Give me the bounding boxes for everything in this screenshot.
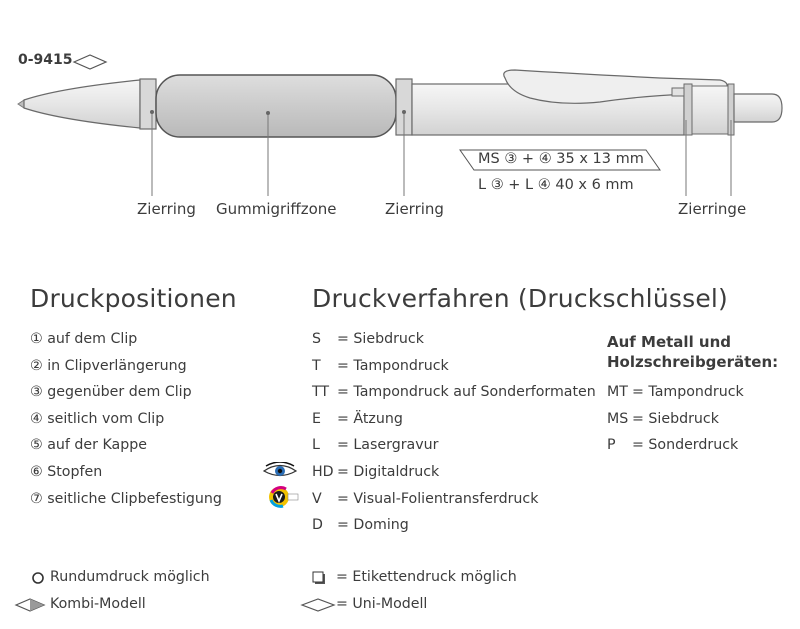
list-item [312, 486, 596, 513]
label: = Ätzung [337, 410, 403, 427]
pen-ring-left [140, 79, 156, 129]
metall-title-line2: Holzschreibgeräten: [607, 353, 779, 371]
label: = Siebdruck [632, 410, 719, 427]
label-zierring-right: Zierring [385, 200, 444, 218]
pen-ring-back-1 [684, 84, 692, 135]
list-item [312, 512, 596, 539]
code: T [312, 357, 321, 374]
label: = Visual-Folientransferdruck [337, 490, 539, 507]
druckpositionen-title: Druckpositionen [30, 284, 237, 313]
label: = Tampondruck auf Sonderformaten [337, 384, 596, 401]
list-item: ① auf dem Clip [30, 331, 138, 347]
diamond-outline-icon [300, 597, 336, 613]
pen-grip-zone [156, 75, 396, 137]
list-item: ⑤ auf der Kappe [30, 437, 147, 454]
list-item [312, 459, 596, 486]
print-area-ms: MS ③ + ④ 35 x 13 mm [478, 151, 644, 167]
shadowed-square-icon [312, 571, 326, 585]
legend-rundum: Rundumdruck möglich [50, 569, 210, 585]
code: L [312, 437, 320, 454]
v-logo-icon [268, 484, 300, 510]
label: = Lasergravur [337, 437, 439, 454]
legend-uni: = Uni-Modell [336, 596, 428, 612]
druckverfahren-title: Druckverfahren (Druckschlüssel) [312, 284, 729, 313]
label: = Digitaldruck [337, 463, 440, 480]
label: = Doming [337, 517, 409, 534]
article-number: 0-9415 [18, 52, 73, 68]
label: = Tampondruck [337, 357, 449, 374]
list-item: ③ gegenüber dem Clip [30, 384, 192, 401]
pen-tip [18, 100, 24, 108]
code: MT [607, 384, 628, 400]
list-item [607, 432, 744, 459]
metall-title-line1: Auf Metall und [607, 333, 732, 351]
diamond-half-filled-icon [14, 597, 46, 613]
uni-model-icon [74, 55, 106, 69]
label: = Tampondruck [632, 384, 744, 400]
pen-push-button [734, 94, 782, 122]
legend-kombi: Kombi-Modell [50, 596, 146, 612]
list-item: ⑥ Stopfen [30, 463, 103, 480]
eye-logo-icon [262, 462, 298, 480]
druckpositionen-list [30, 326, 222, 512]
list-item [312, 406, 596, 433]
code: D [312, 517, 323, 534]
label: = Sonderdruck [632, 437, 739, 454]
list-item [312, 432, 596, 459]
list-item: ② in Clipverlängerung [30, 357, 187, 374]
list-item [607, 406, 744, 433]
code: TT [312, 384, 330, 401]
list-item [312, 326, 596, 353]
list-item: ⑦ seitliche Clipbefestigung [30, 490, 222, 507]
list-item [312, 353, 596, 380]
list-item [312, 379, 596, 406]
pen-front-cone [24, 80, 140, 128]
metall-list [607, 379, 744, 459]
code: MS [607, 410, 629, 427]
code: S [312, 331, 322, 347]
code: V [312, 490, 322, 507]
label: = Siebdruck [337, 331, 424, 347]
legend-etikett: = Etikettendruck möglich [336, 569, 517, 585]
label-zierring-left: Zierring [137, 200, 196, 218]
code: P [607, 437, 616, 454]
list-item: ④ seitlich vom Clip [30, 410, 165, 427]
pen-ring-back-2 [692, 86, 728, 134]
print-area-l: L ③ + L ④ 40 x 6 mm [478, 177, 634, 193]
code: E [312, 410, 321, 427]
label-gummigriffzone: Gummigriffzone [216, 200, 337, 218]
open-circle-icon [31, 571, 45, 585]
list-item [607, 379, 744, 406]
label-zierringe: Zierringe [678, 200, 747, 218]
code: HD [312, 463, 334, 480]
druckverfahren-list [312, 326, 596, 539]
